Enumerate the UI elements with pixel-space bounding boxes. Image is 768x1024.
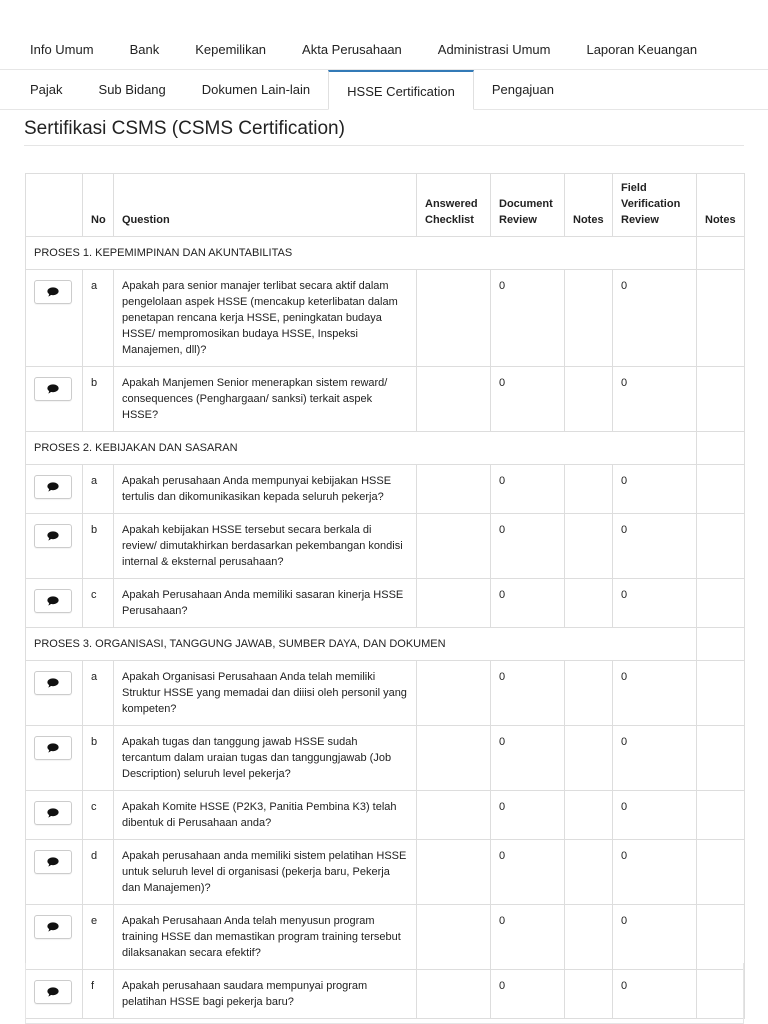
document-review-value: 0 <box>491 579 565 628</box>
csms-question-table <box>25 173 745 1019</box>
notes-field-cell <box>697 367 745 432</box>
section-title: PROSES 1. KEPEMIMPINAN DAN AKUNTABILITAS <box>26 237 697 270</box>
comment-icon <box>47 596 59 606</box>
question-text: Apakah Perusahaan Anda memiliki sasaran kinerja HSSE Perusahaan? <box>114 579 417 628</box>
answered-checklist-cell <box>417 514 491 579</box>
field-verification-value: 0 <box>613 465 697 514</box>
answered-checklist-cell <box>417 726 491 791</box>
table-body <box>26 237 745 1019</box>
field-verification-value: 0 <box>613 367 697 432</box>
notes-cell <box>565 465 613 514</box>
notes-field-cell <box>697 840 745 905</box>
question-text: Apakah perusahaan saudara mempunyai program pelatihan HSSE bagi pekerja baru? <box>114 970 417 1019</box>
action-cell <box>26 579 83 628</box>
document-review-value: 0 <box>491 514 565 579</box>
tab-bank[interactable]: Bank <box>129 42 160 57</box>
table-row <box>26 791 745 840</box>
field-verification-value: 0 <box>613 661 697 726</box>
comment-icon <box>47 857 59 867</box>
notes-field-cell <box>697 791 745 840</box>
notes-field-cell <box>697 514 745 579</box>
field-verification-value: 0 <box>613 970 697 1019</box>
question-text: Apakah perusahaan anda memiliki sistem pelatihan HSSE untuk seluruh level di organisasi (pekerja baru, Pekerja dan Manajemen)? <box>114 840 417 905</box>
question-text: Apakah Perusahaan Anda telah menyusun program training HSSE dan memastikan program training tersebut dilaksanakan secara efektif? <box>114 905 417 970</box>
table-footer-area <box>25 963 744 1024</box>
comment-icon <box>47 743 59 753</box>
tab-sub-bidang[interactable]: Sub Bidang <box>98 82 166 97</box>
comment-icon <box>47 922 59 932</box>
answered-checklist-cell <box>417 661 491 726</box>
action-cell <box>26 270 83 367</box>
comment-button[interactable] <box>34 850 72 874</box>
action-cell <box>26 791 83 840</box>
section-row <box>26 237 745 270</box>
title-divider <box>24 145 744 146</box>
question-text: Apakah tugas dan tanggung jawab HSSE sudah tercantum dalam uraian tugas dan tanggungjawab (Job Description) seluruh level pekerja? <box>114 726 417 791</box>
document-review-value: 0 <box>491 270 565 367</box>
question-no: b <box>83 367 114 432</box>
tab-administrasi-umum[interactable]: Administrasi Umum <box>437 42 551 57</box>
question-text: Apakah para senior manajer terlibat secara aktif dalam pengelolaan aspek HSSE (mencakup keterlibatan dalam penetapan rencana kerja HSSE, peningkatan budaya HSSE/ mempromosikan budaya HSSE, Inspeksi Manajemen, dll)? <box>114 270 417 367</box>
notes-field-cell <box>697 905 745 970</box>
document-review-value: 0 <box>491 840 565 905</box>
tab-pajak[interactable]: Pajak <box>30 82 63 97</box>
section-row <box>26 628 745 661</box>
page-title: Sertifikasi CSMS (CSMS Certification) <box>24 118 345 139</box>
table-row <box>26 270 745 367</box>
notes-field-cell <box>697 661 745 726</box>
question-no: a <box>83 270 114 367</box>
question-no: c <box>83 791 114 840</box>
comment-icon <box>47 678 59 688</box>
document-review-value: 0 <box>491 661 565 726</box>
question-text: Apakah perusahaan Anda mempunyai kebijakan HSSE tertulis dan dikomunikasikan kepada seluruh pekerja? <box>114 465 417 514</box>
col-header-no: No <box>83 174 114 237</box>
question-no: e <box>83 905 114 970</box>
notes-cell <box>565 514 613 579</box>
section-row <box>26 432 745 465</box>
tab-dokumen-lain-lain[interactable]: Dokumen Lain-lain <box>201 82 311 97</box>
document-review-value: 0 <box>491 465 565 514</box>
csms-table-container <box>25 173 744 1019</box>
comment-button[interactable] <box>34 589 72 613</box>
comment-button[interactable] <box>34 377 72 401</box>
answered-checklist-cell <box>417 367 491 432</box>
field-verification-value: 0 <box>613 905 697 970</box>
tab-info-umum[interactable]: Info Umum <box>30 42 94 57</box>
tab-navigation <box>0 0 768 110</box>
table-row <box>26 367 745 432</box>
notes-cell <box>565 840 613 905</box>
document-review-value: 0 <box>491 367 565 432</box>
notes-cell <box>565 661 613 726</box>
comment-button[interactable] <box>34 915 72 939</box>
col-header-action <box>26 174 83 237</box>
section-title: PROSES 3. ORGANISASI, TANGGUNG JAWAB, SUMBER DAYA, DAN DOKUMEN <box>26 628 697 661</box>
tab-row-secondary <box>0 70 768 110</box>
section-row-spacer <box>697 628 745 661</box>
comment-icon <box>47 384 59 394</box>
action-cell <box>26 726 83 791</box>
action-cell <box>26 514 83 579</box>
col-header-answered-checklist: Answered Checklist <box>417 174 491 237</box>
table-header-row <box>26 174 745 237</box>
question-no: b <box>83 514 114 579</box>
question-text: Apakah Organisasi Perusahaan Anda telah memiliki Struktur HSSE yang memadai dan diiisi oleh personil yang kompeten? <box>114 661 417 726</box>
comment-button[interactable] <box>34 280 72 304</box>
question-text: Apakah Komite HSSE (P2K3, Panitia Pembina K3) telah dibentuk di Perusahaan anda? <box>114 791 417 840</box>
comment-icon <box>47 808 59 818</box>
action-cell <box>26 465 83 514</box>
notes-field-cell <box>697 726 745 791</box>
comment-icon <box>47 482 59 492</box>
notes-cell <box>565 579 613 628</box>
section-row-spacer <box>697 237 745 270</box>
answered-checklist-cell <box>417 905 491 970</box>
action-cell <box>26 905 83 970</box>
col-header-notes-field: Notes <box>697 174 745 237</box>
notes-field-cell <box>697 579 745 628</box>
field-verification-value: 0 <box>613 726 697 791</box>
action-cell <box>26 367 83 432</box>
question-no: a <box>83 465 114 514</box>
comment-button[interactable] <box>34 736 72 760</box>
tab-kepemilikan[interactable]: Kepemilikan <box>195 42 267 57</box>
document-review-value: 0 <box>491 970 565 1019</box>
question-text: Apakah kebijakan HSSE tersebut secara berkala di review/ dimutakhirkan berdasarkan pekembangan kondisi internal & eksternal perusahaan? <box>114 514 417 579</box>
action-cell <box>26 661 83 726</box>
comment-button[interactable] <box>34 524 72 548</box>
answered-checklist-cell <box>417 270 491 367</box>
table-row <box>26 905 745 970</box>
table-row <box>26 840 745 905</box>
comment-icon <box>47 531 59 541</box>
comment-button[interactable] <box>34 671 72 695</box>
section-row-spacer <box>697 432 745 465</box>
document-review-value: 0 <box>491 905 565 970</box>
field-verification-value: 0 <box>613 579 697 628</box>
question-no: c <box>83 579 114 628</box>
answered-checklist-cell <box>417 579 491 628</box>
col-header-notes: Notes <box>565 174 613 237</box>
notes-cell <box>565 791 613 840</box>
field-verification-value: 0 <box>613 270 697 367</box>
tab-hsse-certification[interactable]: HSSE Certification <box>328 70 474 110</box>
answered-checklist-cell <box>417 465 491 514</box>
notes-field-cell <box>697 465 745 514</box>
tab-laporan-keuangan[interactable]: Laporan Keuangan <box>586 42 698 57</box>
notes-cell <box>565 270 613 367</box>
field-verification-value: 0 <box>613 791 697 840</box>
notes-cell <box>565 367 613 432</box>
table-row <box>26 726 745 791</box>
notes-cell <box>565 726 613 791</box>
table-row <box>26 514 745 579</box>
question-no: f <box>83 970 114 1019</box>
section-title: PROSES 2. KEBIJAKAN DAN SASARAN <box>26 432 697 465</box>
table-row <box>26 465 745 514</box>
question-no: b <box>83 726 114 791</box>
tab-row-primary <box>0 30 768 70</box>
notes-field-cell <box>697 270 745 367</box>
table-row <box>26 579 745 628</box>
comment-button[interactable] <box>34 475 72 499</box>
question-no: a <box>83 661 114 726</box>
notes-cell <box>565 905 613 970</box>
comment-icon <box>47 287 59 297</box>
field-verification-value: 0 <box>613 514 697 579</box>
document-review-value: 0 <box>491 791 565 840</box>
tab-akta-perusahaan[interactable]: Akta Perusahaan <box>302 42 402 57</box>
document-review-value: 0 <box>491 726 565 791</box>
answered-checklist-cell <box>417 840 491 905</box>
comment-button[interactable] <box>34 801 72 825</box>
col-header-document-review: Document Review <box>491 174 565 237</box>
col-header-field-verification-review: Field Verification Review <box>613 174 697 237</box>
tab-pengajuan[interactable]: Pengajuan <box>491 82 554 97</box>
field-verification-value: 0 <box>613 840 697 905</box>
question-no: d <box>83 840 114 905</box>
answered-checklist-cell <box>417 791 491 840</box>
table-row <box>26 661 745 726</box>
question-text: Apakah Manjemen Senior menerapkan sistem reward/ consequences (Penghargaan/ sanksi) terkait aspek HSSE? <box>114 367 417 432</box>
col-header-question: Question <box>114 174 417 237</box>
action-cell <box>26 840 83 905</box>
